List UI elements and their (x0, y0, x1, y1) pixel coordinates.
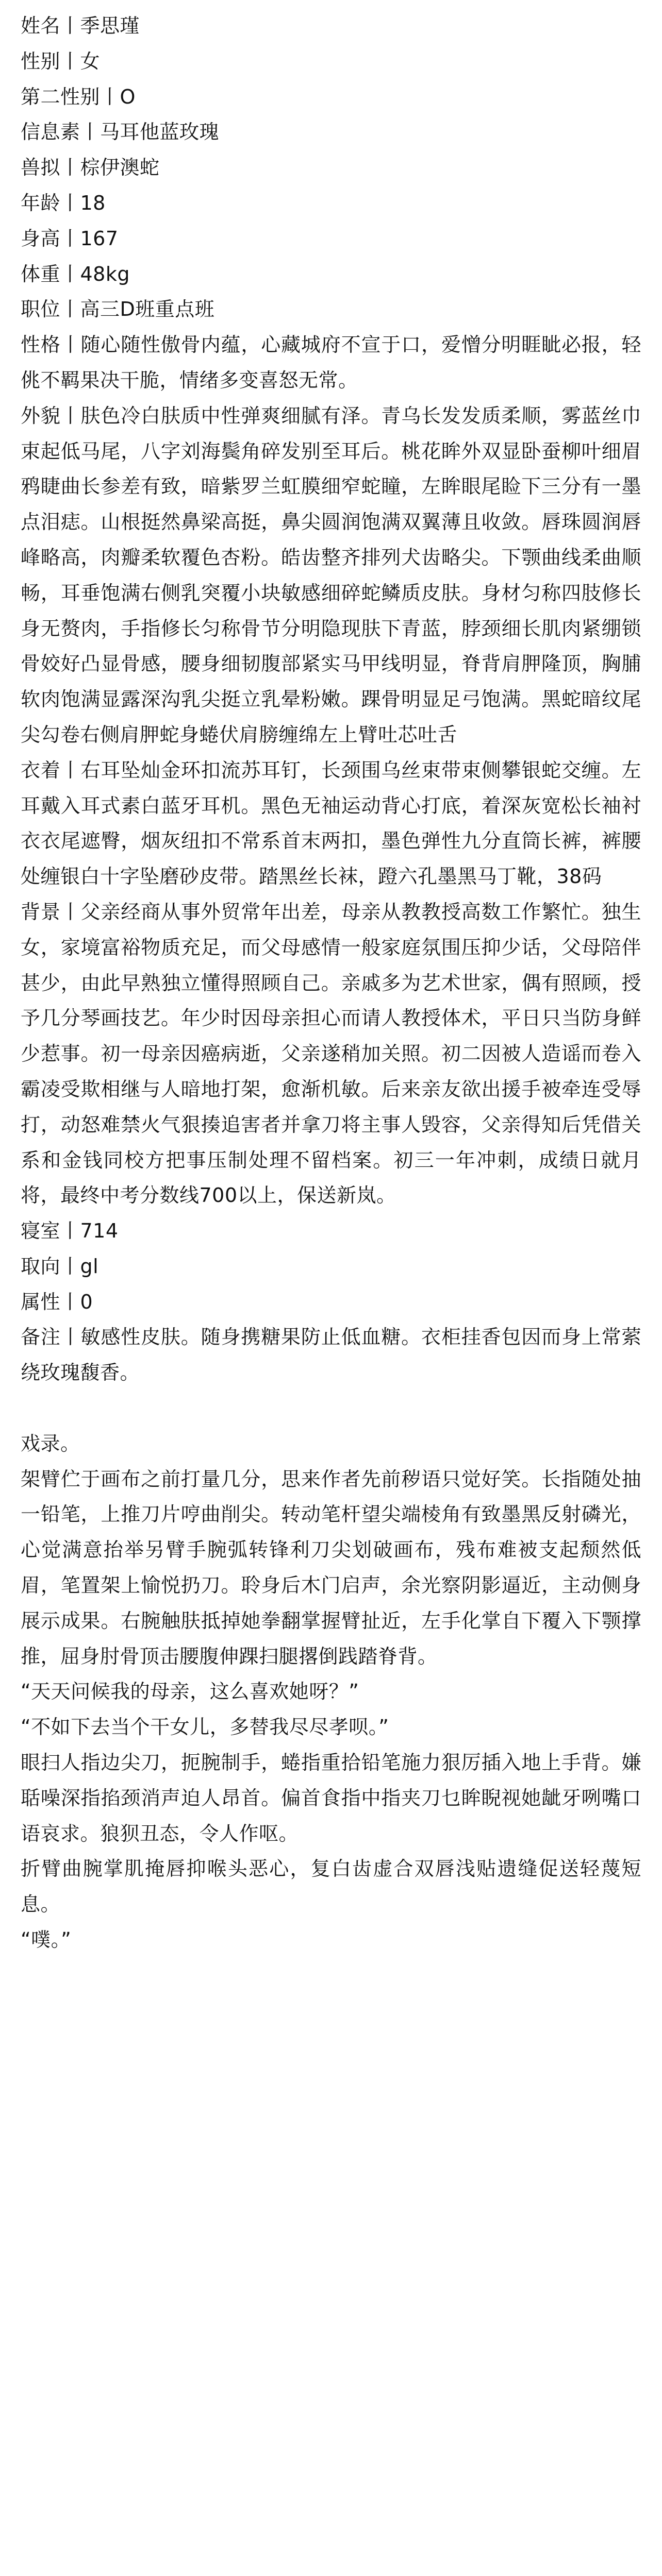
script-paragraph-2: 眼扫人指边尖刀，扼腕制手，蜷指重拾铅笔施力狠厉插入地上手背。嫌聒噪深指掐颈消声迫人昂首。偏首食指中指夹刀乜眸睨视她龇牙咧嘴口语哀求。狼狈丑态，令人作呕。 (21, 1751, 641, 1845)
script-heading: 戏录。 (21, 1432, 80, 1455)
profile-gender: 性别丨女 (21, 49, 101, 73)
script-quote-1: “天天问候我的母亲，这么喜欢她呀？” (21, 1680, 359, 1703)
script-paragraph-1: 架臂伫于画布之前打量几分，思来作者先前秽语只觉好笑。长指随处抽一铅笔，上推刀片哼曲削尖。转动笔杆望尖端棱角有致墨黑反射磷光，心觉满意抬举另臂手腕弧转锋利刀尖划破画布，残布难被支起颓然低眉，笔置架上愉悦扔刀。聆身后木门启声，余光察阴影逼近，主动侧身展示成果。右腕触肤抵掉她拳翻掌握臂扯近，左手化掌自下覆入下颚撑推，屈身肘骨顶击腰腹伸踝扫腿撂倒践踏脊背。 (21, 1467, 641, 1668)
profile-weight: 体重丨48kg (21, 262, 130, 285)
profile-dorm: 寝室丨714 (21, 1219, 119, 1243)
profile-personality: 性格丨随心随性傲骨内蕴，心藏城府不宣于口，爱憎分明睚眦必报，轻佻不羁果决干脆，情绪多变喜怒无常。 (21, 333, 641, 392)
script-final-line: “噗。” (21, 1928, 72, 1952)
profile-age: 年龄丨18 (21, 191, 106, 214)
profile-attribute: 属性丨0 (21, 1290, 93, 1313)
profile-appearance: 外貌丨肤色冷白肤质中性弹爽细腻有泽。青乌长发发质柔顺，雾蓝丝巾束起低马尾，八字刘海鬓角碎发别至耳后。桃花眸外双显卧蚕柳叶细眉鸦睫曲长参差有致，暗紫罗兰虹膜细窄蛇瞳，左眸眼尾睑下三分有一墨点泪痣。山根挺然鼻梁高挺，鼻尖圆润饱满双翼薄且收敛。唇珠圆润唇峰略高，肉瓣柔软覆色杏粉。皓齿整齐排列犬齿略尖。下颚曲线柔曲顺畅，耳垂饱满右侧乳突覆小块敏感细碎蛇鳞质皮肤。身材匀称四肢修长身无赘肉，手指修长匀称骨节分明隐现肤下青蓝，脖颈细长肌肉紧绷锁骨姣好凸显骨感，腰身细韧腹部紧实马甲线明显，脊背肩胛隆顶，胸脯软肉饱满显露深沟乳尖挺立乳晕粉嫩。踝骨明显足弓饱满。黑蛇暗纹尾尖勾卷右侧肩胛蛇身蜷伏肩膀缠绵左上臂吐芯吐舌 (21, 404, 641, 746)
profile-orientation: 取向丨gl (21, 1255, 99, 1278)
profile-second-gender: 第二性别丨O (21, 85, 136, 108)
profile-position: 职位丨高三D班重点班 (21, 298, 215, 321)
roleplay-script (21, 1426, 641, 1958)
script-quote-2: “不如下去当个干女儿，多替我尽尽孝呗。” (21, 1716, 389, 1739)
script-paragraph-3: 折臂曲腕掌肌掩唇抑喉头恶心，复白齿虚合双唇浅贴遗缝促送轻蔑短息。 (21, 1857, 641, 1916)
profile-clothing: 衣着丨右耳坠灿金环扣流苏耳钉，长颈围乌丝束带束侧攀银蛇交缠。左耳戴入耳式素白蓝牙耳机。黑色无袖运动背心打底，着深灰宽松长袖衬衣衣尾遮臀，烟灰纽扣不常系首末两扣，墨色弹性九分直筒长裤，裤腰处缠银白十字坠磨砂皮带。踏黑丝长袜，蹬六孔墨黑马丁靴，38码 (21, 758, 641, 888)
profile-beast-form: 兽拟丨棕伊澳蛇 (21, 156, 160, 179)
profile-notes: 备注丨敏感性皮肤。随身携糖果防止低血糖。衣柜挂香包因而身上常萦绕玫瑰馥香。 (21, 1326, 641, 1384)
profile-pheromone: 信息素丨马耳他蓝玫瑰 (21, 121, 220, 144)
profile-height: 身高丨167 (21, 227, 119, 250)
section-gap (21, 1391, 641, 1426)
profile-name: 姓名丨季思瑾 (21, 14, 140, 37)
character-profile (21, 8, 641, 1391)
profile-background: 背景丨父亲经商从事外贸常年出差，母亲从教教授高数工作繁忙。独生女，家境富裕物质充足，而父母感情一般家庭氛围压抑少话，父母陪伴甚少，由此早熟独立懂得照顾自己。亲戚多为艺术世家，偶有照顾，授予几分琴画技艺。年少时因母亲担心而请人教授体术，平日只当防身鲜少惹事。初一母亲因癌病逝，父亲遂稍加关照。初二因被人造谣而卷入霸凌受欺相继与人暗地打架，愈渐机敏。后来亲友欲出援手被牵连受辱打，动怒难禁火气狠揍追害者并拿刀将主事人毁容，父亲得知后凭借关系和金钱同校方把事压制处理不留档案。初三一年冲刺，成绩日就月将，最终中考分数线700以上，保送新岚。 (21, 900, 641, 1207)
